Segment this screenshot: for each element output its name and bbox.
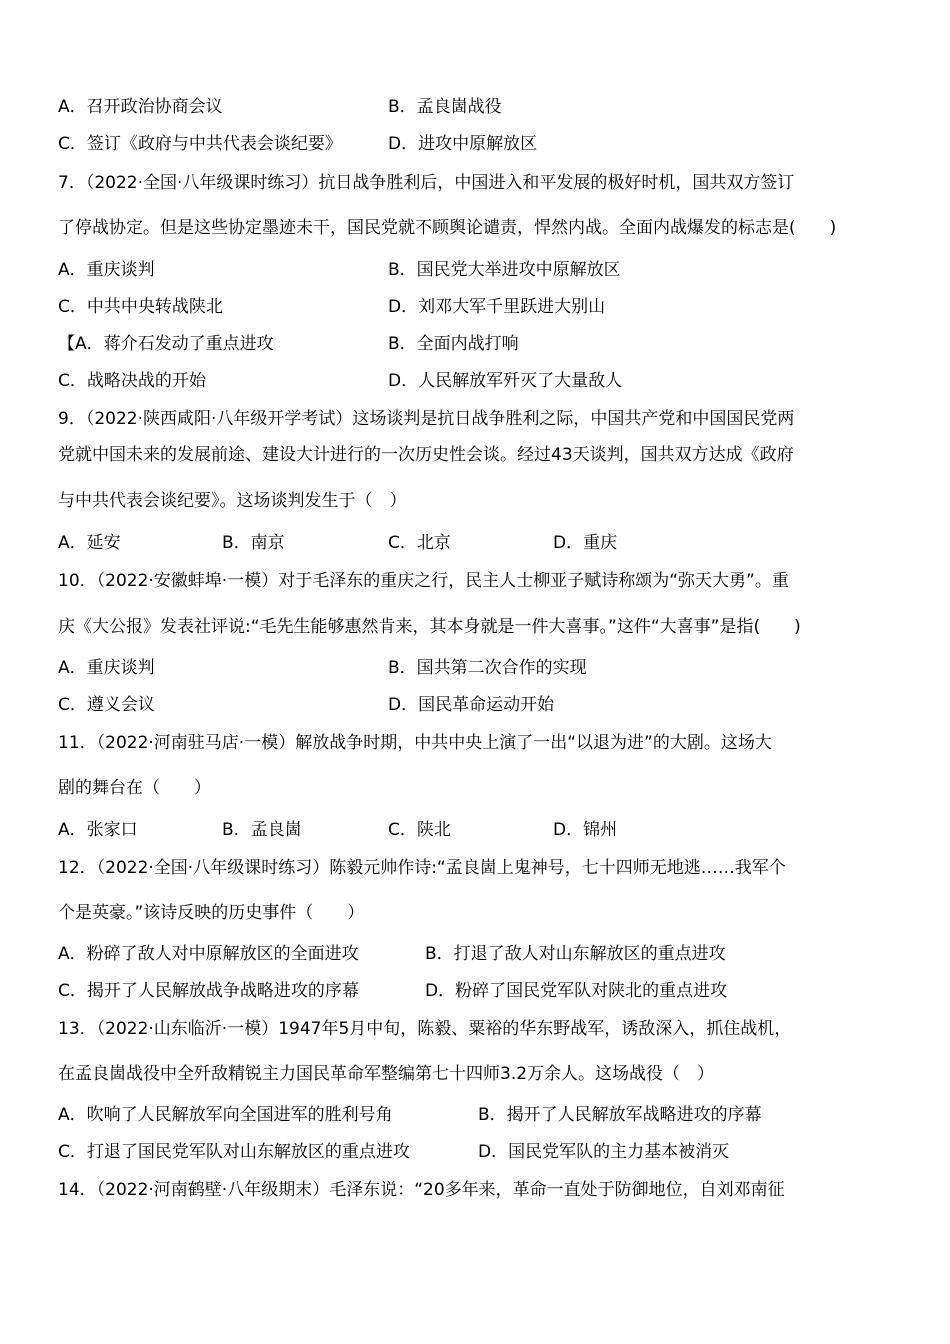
q6-option-b: B．孟良崮战役 bbox=[388, 97, 502, 117]
q9-option-c: C．北京 bbox=[388, 533, 451, 553]
q13-option-b: B．揭开了人民解放军战略进攻的序幕 bbox=[478, 1105, 762, 1125]
q9-stem-line-1: 9．（2022·陕西咸阳·八年级开学考试）这场谈判是抗日战争胜利之际，中国共产党和中国国民党两 bbox=[58, 409, 795, 429]
q7-option-d: D．刘邓大军千里跃进大别山 bbox=[388, 297, 606, 317]
q8-option-d: D．人民解放军歼灭了大量敌人 bbox=[388, 371, 623, 391]
q9-option-b: B．南京 bbox=[222, 533, 285, 553]
q10-stem-line-2: 庆《大公报》发表社评说:“毛先生能够惠然肯来，其本身就是一件大喜事。”这件“大喜事”是指( ) bbox=[58, 617, 801, 637]
q12-option-a: A．粉碎了敌人对中原解放区的全面进攻 bbox=[58, 944, 359, 964]
q10-option-d: D．国民革命运动开始 bbox=[388, 695, 555, 715]
q14-stem-line-1: 14．（2022·河南鹤壁·八年级期末）毛泽东说：“20多年来，革命一直处于防御地位，自刘邓南征 bbox=[58, 1180, 785, 1200]
q7-option-b: B．国民党大举进攻中原解放区 bbox=[388, 260, 621, 280]
q13-option-d: D．国民党军队的主力基本被消灭 bbox=[478, 1142, 730, 1162]
q12-option-d: D．粉碎了国民党军队对陕北的重点进攻 bbox=[425, 981, 728, 1001]
q11-option-c: C．陕北 bbox=[388, 820, 451, 840]
q11-option-b: B．孟良崮 bbox=[222, 820, 302, 840]
q8-option-c: C．战略决战的开始 bbox=[58, 371, 206, 391]
q9-stem-line-3: 与中共代表会谈纪要》。这场谈判发生于（ ） bbox=[58, 491, 407, 511]
q7-option-c: C．中共中央转战陕北 bbox=[58, 297, 223, 317]
q13-stem-line-1: 13．（2022·山东临沂·一模）1947年5月中旬，陈毅、粟裕的华东野战军，诱敌深入，抓住战机， bbox=[58, 1019, 792, 1039]
q12-stem-line-2: 个是英豪。”该诗反映的历史事件（ ） bbox=[58, 903, 365, 923]
q10-option-b: B．国共第二次合作的实现 bbox=[388, 658, 587, 678]
q10-stem-line-1: 10．（2022·安徽蚌埠·一模）对于毛泽东的重庆之行，民主人士柳亚子赋诗称颂为“弥天大勇”。重 bbox=[58, 571, 789, 591]
q8-option-b: B．全面内战打响 bbox=[388, 334, 519, 354]
q9-option-a: A．延安 bbox=[58, 533, 121, 553]
q6-option-a: A．召开政治协商会议 bbox=[58, 97, 223, 117]
q11-option-d: D．锦州 bbox=[553, 820, 618, 840]
q7-stem-line-2: 了停战协定。但是这些协定墨迹未干，国民党就不顾舆论谴责，悍然内战。全面内战爆发的标志是( ) bbox=[58, 218, 837, 238]
q8-option-a: 【A．蒋介石发动了重点进攻 bbox=[58, 334, 274, 354]
q11-stem-line-1: 11．（2022·河南驻马店·一模）解放战争时期，中共中央上演了一出“以退为进”的大剧。这场大 bbox=[58, 733, 772, 753]
q12-stem-line-1: 12．（2022·全国·八年级课时练习）陈毅元帅作诗:“孟良崮上鬼神号，七十四师无地逃……我军个 bbox=[58, 858, 786, 878]
q12-option-c: C．揭开了人民解放战争战略进攻的序幕 bbox=[58, 981, 359, 1001]
q11-option-a: A．张家口 bbox=[58, 820, 138, 840]
q6-option-c: C．签订《政府与中共代表会谈纪要》 bbox=[58, 134, 342, 154]
q6-option-d: D．进攻中原解放区 bbox=[388, 134, 538, 154]
q11-stem-line-2: 剧的舞台在（ ） bbox=[58, 778, 211, 798]
q13-option-a: A．吹响了人民解放军向全国进军的胜利号角 bbox=[58, 1105, 393, 1125]
q10-option-a: A．重庆谈判 bbox=[58, 658, 155, 678]
q9-option-d: D．重庆 bbox=[553, 533, 618, 553]
q13-option-c: C．打退了国民党军队对山东解放区的重点进攻 bbox=[58, 1142, 410, 1162]
q10-option-c: C．遵义会议 bbox=[58, 695, 155, 715]
q9-stem-line-2: 党就中国未来的发展前途、建设大计进行的一次历史性会谈。经过43天谈判，国共双方达成《政府 bbox=[58, 445, 794, 465]
q13-stem-line-2: 在孟良崮战役中全歼敌精锐主力国民革命军整编第七十四师3.2万余人。这场战役（ ） bbox=[58, 1064, 715, 1084]
q12-option-b: B．打退了敌人对山东解放区的重点进攻 bbox=[425, 944, 726, 964]
q7-stem-line-1: 7．（2022·全国·八年级课时练习）抗日战争胜利后，中国进入和平发展的极好时机，国共双方签订 bbox=[58, 173, 795, 193]
q7-option-a: A．重庆谈判 bbox=[58, 260, 155, 280]
